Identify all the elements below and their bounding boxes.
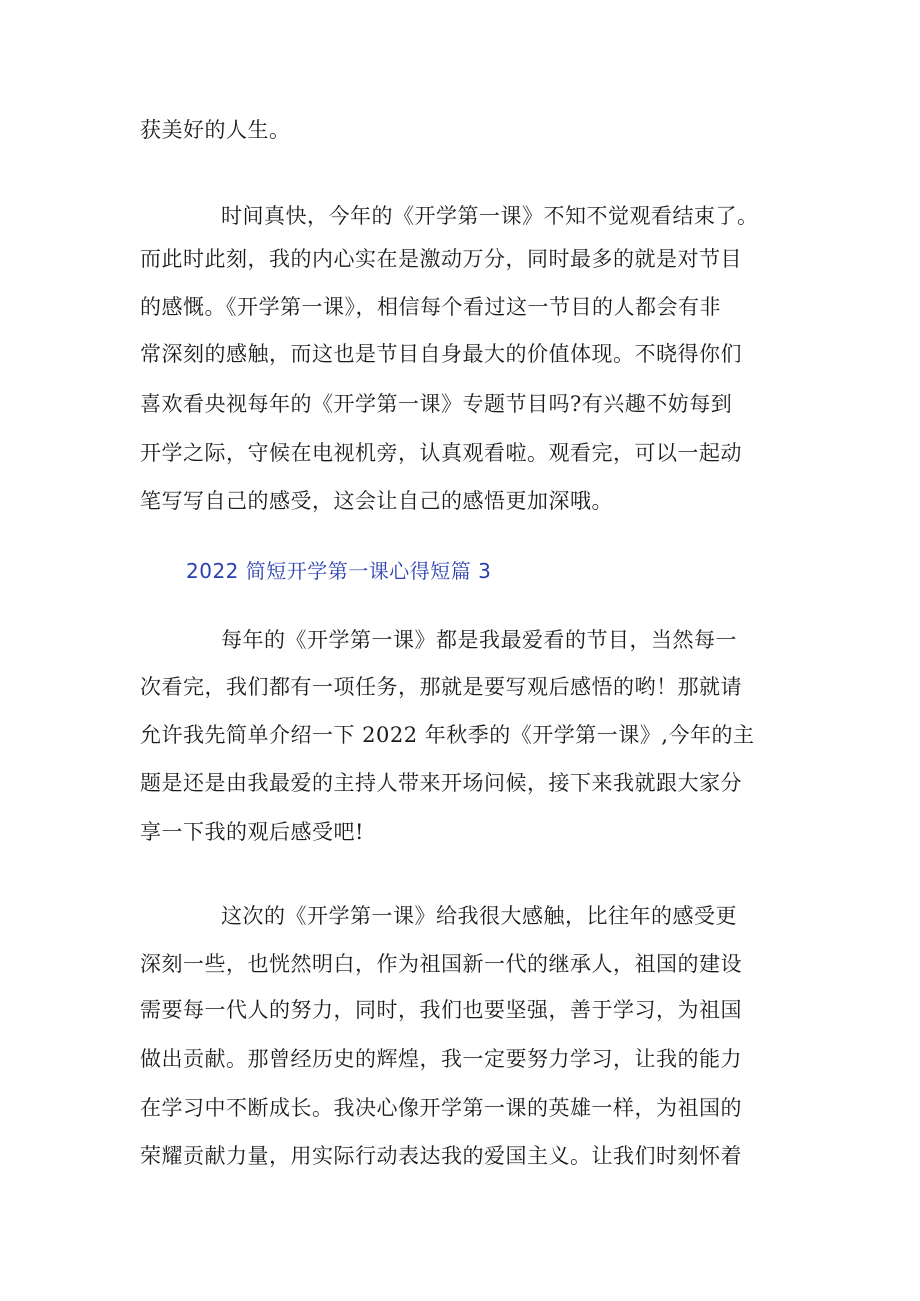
paragraph3-line: 在学习中不断成长。我决心像开学第一课的英雄一样，为祖国的 — [140, 1096, 742, 1120]
paragraph3-line: 做出贡献。那曾经历史的辉煌，我一定要努力学习，让我的能力 — [140, 1047, 742, 1071]
paragraph1-line: 笔写写自己的感受，这会让自己的感悟更加深哦。 — [140, 489, 613, 513]
paragraph3-line: 荣耀贡献力量，用实际行动表达我的爱国主义。让我们时刻怀着 — [140, 1144, 742, 1168]
paragraph1-line: 而此时此刻，我的内心实在是激动万分，同时最多的就是对节目 — [140, 247, 742, 271]
paragraph2-line: 题是还是由我最爱的主持人带来开场问候，接下来我就跟大家分 — [140, 771, 742, 795]
paragraph3-line: 深刻一些，也恍然明白，作为祖国新一代的继承人，祖国的建设 — [140, 952, 742, 976]
paragraph2-line: 享一下我的观后感受吧! — [140, 820, 364, 844]
paragraph2-line: 允许我先简单介绍一下 2022 年秋季的《开学第一课》,今年的主 — [140, 723, 755, 747]
paragraph2-line: 每年的《开学第一课》都是我最爱看的节目，当然每一 — [221, 628, 737, 652]
paragraph1-line: 喜欢看央视每年的《开学第一课》专题节目吗?有兴趣不妨每到 — [140, 392, 733, 416]
paragraph2-line: 次看完，我们都有一项任务，那就是要写观后感悟的哟！那就请 — [140, 675, 742, 699]
paragraph1-line: 时间真快，今年的《开学第一课》不知不觉观看结束了。 — [221, 204, 759, 228]
paragraph3-line: 需要每一代人的努力，同时，我们也要坚强，善于学习，为祖国 — [140, 998, 742, 1022]
paragraph1-line: 的感慨。《开学第一课》，相信每个看过这一节目的人都会有非 — [140, 295, 721, 319]
paragraph1-line: 开学之际，守候在电视机旁，认真观看啦。观看完，可以一起动 — [140, 441, 742, 465]
section-heading: 2022 简短开学第一课心得短篇 3 — [186, 559, 492, 583]
intro-tail-line: 获美好的人生。 — [140, 118, 291, 142]
paragraph1-line: 常深刻的感触，而这也是节目自身最大的价值体现。不晓得你们 — [140, 342, 742, 366]
paragraph3-line: 这次的《开学第一课》给我很大感触，比往年的感受更 — [221, 904, 737, 928]
